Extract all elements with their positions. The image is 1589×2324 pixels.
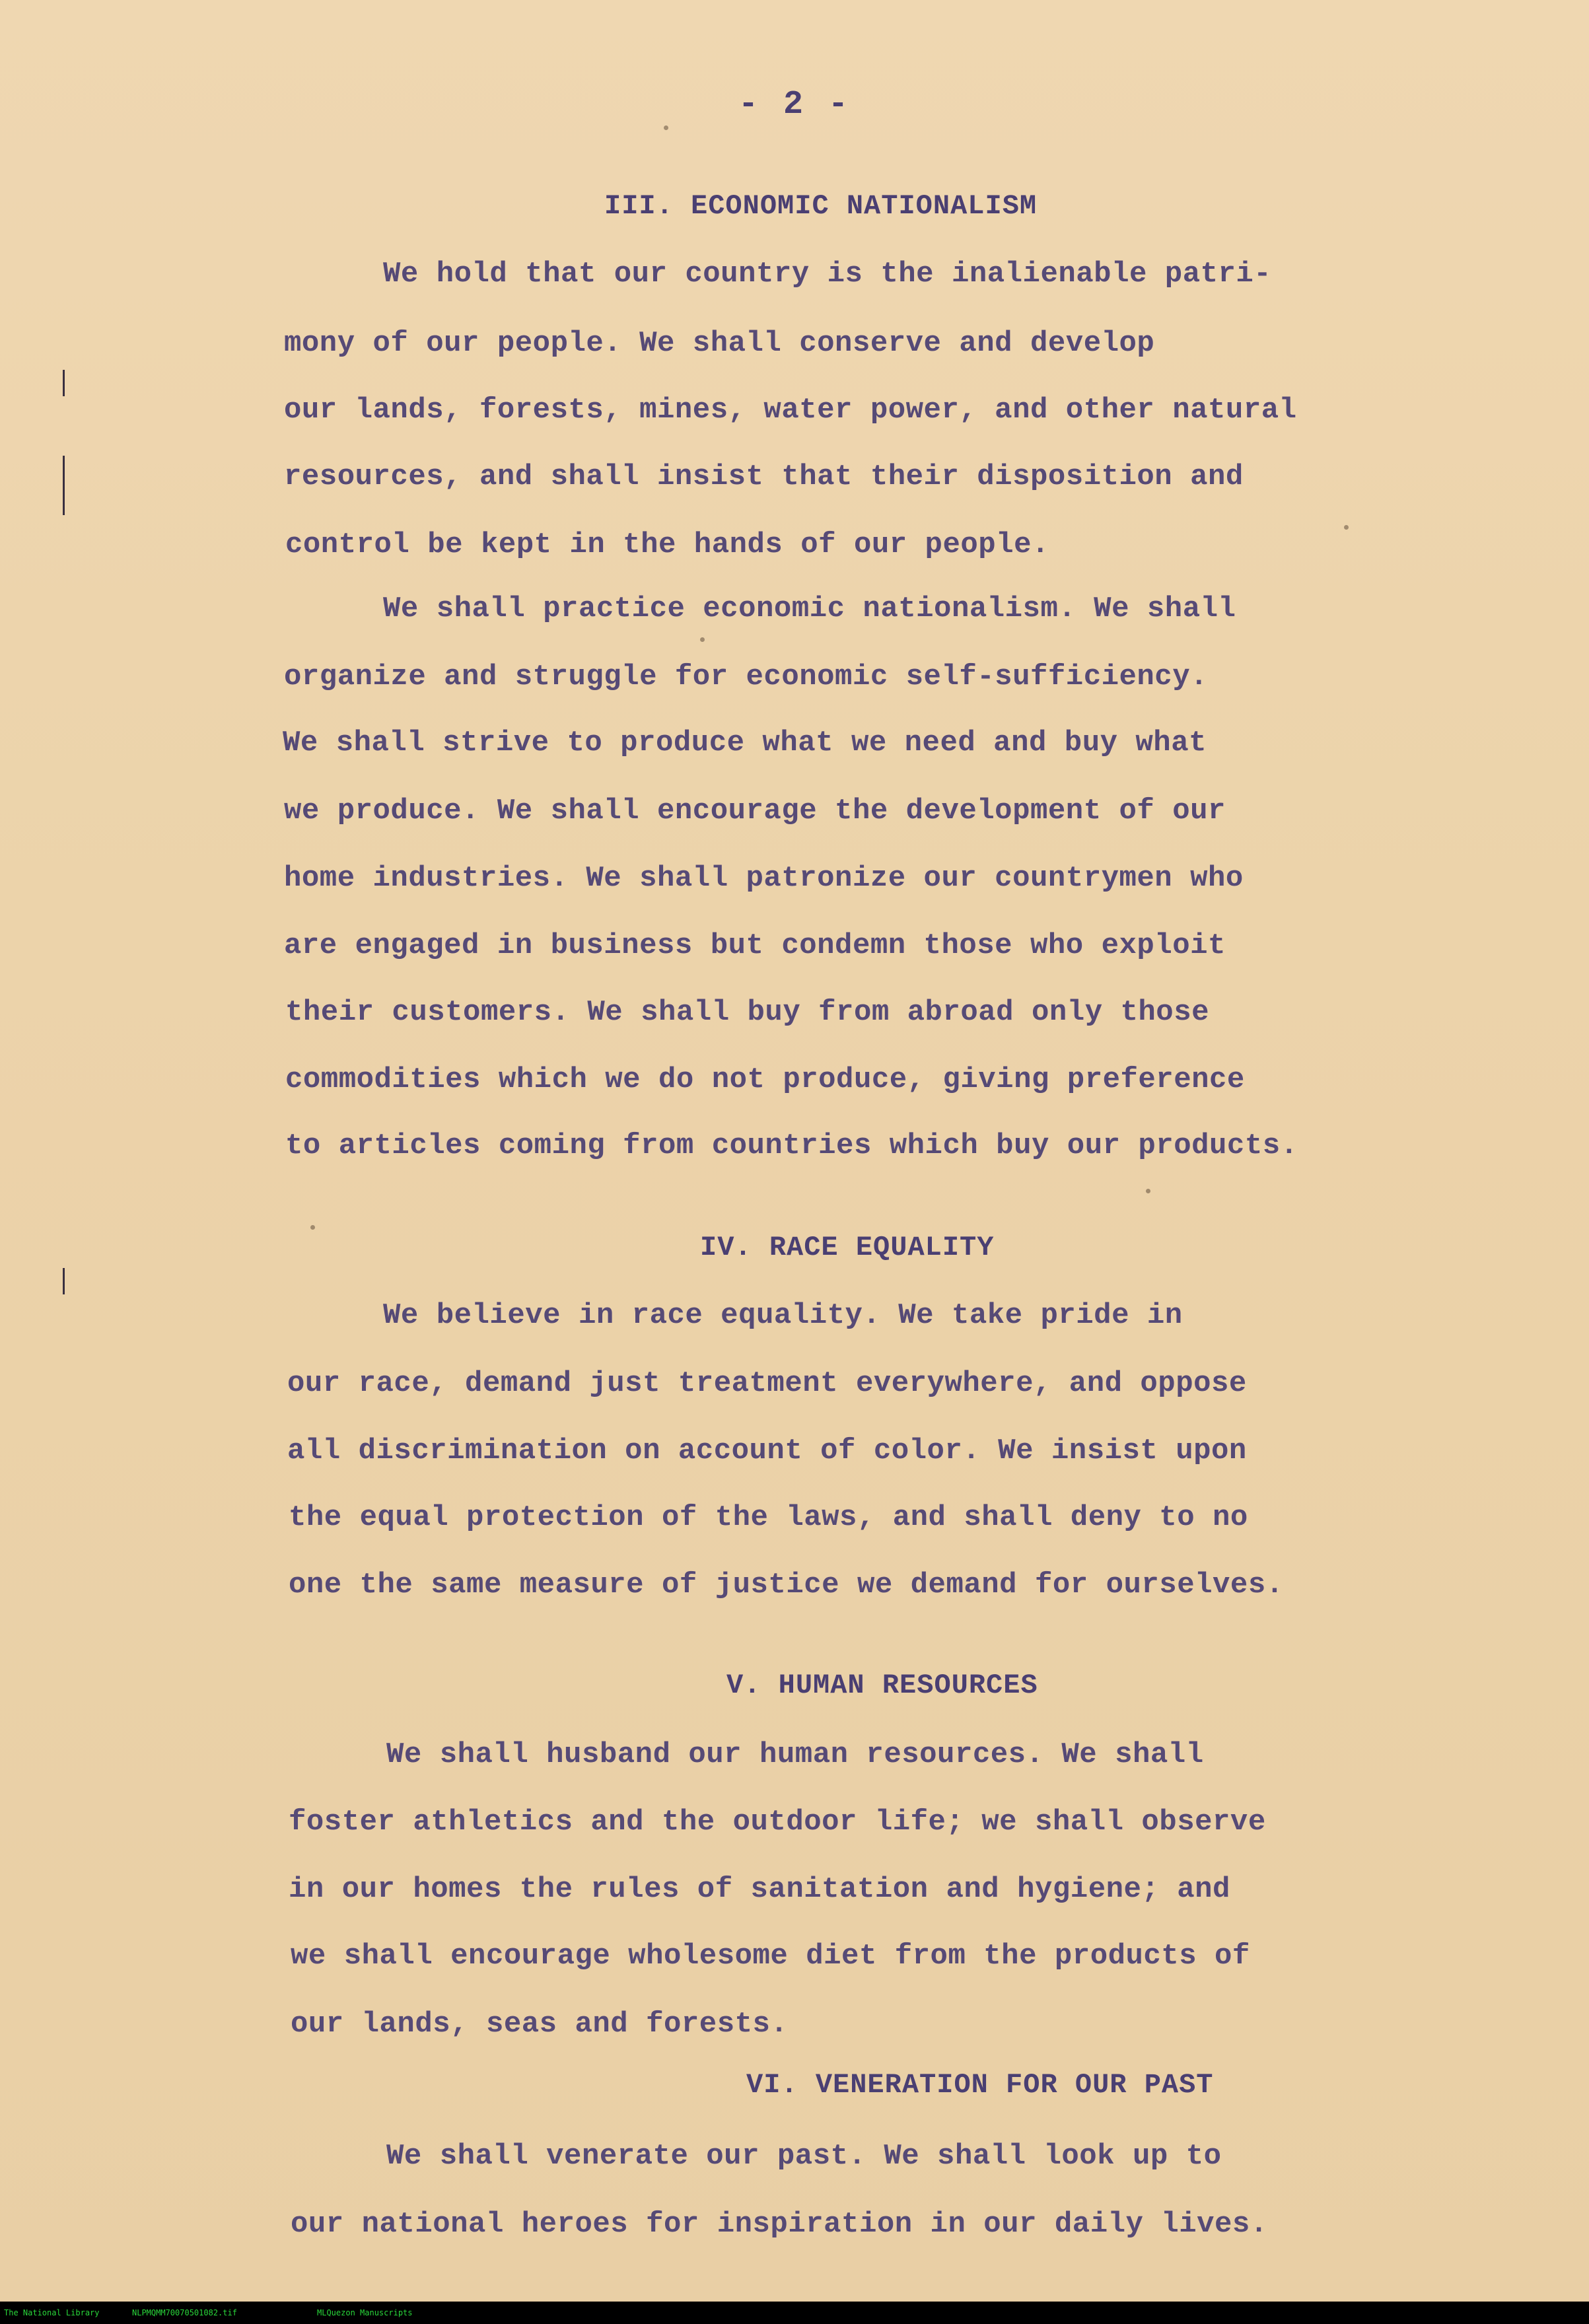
paper-speck xyxy=(310,1225,315,1230)
scan-footer xyxy=(0,2302,1589,2324)
section-heading: III. ECONOMIC NATIONALISM xyxy=(604,190,1038,222)
text-line: all discrimination on account of color. We insist upon xyxy=(287,1434,1247,1467)
footer-file-id: NLPMQMM70070501082.tif xyxy=(132,2308,237,2317)
footer-collection: MLQuezon Manuscripts xyxy=(317,2308,413,2317)
page-number: - 2 - xyxy=(738,86,851,123)
text-line: We shall strive to produce what we need and buy what xyxy=(283,726,1207,759)
margin-mark xyxy=(63,456,65,515)
text-line: our lands, forests, mines, water power, and other natural xyxy=(284,394,1297,427)
text-line: mony of our people. We shall conserve and develop xyxy=(284,327,1155,360)
text-line: one the same measure of justice we demand for ourselves. xyxy=(289,1568,1284,1602)
paper-speck xyxy=(664,125,668,130)
text-line: We hold that our country is the inalienable patri- xyxy=(383,258,1272,291)
text-line: We shall venerate our past. We shall look up to xyxy=(386,2140,1222,2173)
text-line: we shall encourage wholesome diet from the products of xyxy=(291,1940,1250,1973)
paper-speck xyxy=(700,637,705,642)
section-heading: IV. RACE EQUALITY xyxy=(700,1232,995,1263)
text-line: resources, and shall insist that their disposition and xyxy=(284,460,1244,493)
text-line: organize and struggle for economic self-sufficiency. xyxy=(284,660,1209,693)
text-line: We shall practice economic nationalism. We shall xyxy=(383,592,1236,625)
text-line: we produce. We shall encourage the development of our xyxy=(284,794,1226,827)
text-line: our national heroes for inspiration in our daily lives. xyxy=(291,2208,1268,2241)
section-heading: V. HUMAN RESOURCES xyxy=(726,1670,1038,1701)
footer-library: The National Library xyxy=(4,2308,100,2317)
text-line: commodities which we do not produce, giving preference xyxy=(285,1063,1245,1096)
text-line: control be kept in the hands of our people. xyxy=(285,528,1049,561)
text-line: We shall husband our human resources. We shall xyxy=(386,1738,1204,1771)
margin-mark xyxy=(63,370,65,396)
text-line: We believe in race equality. We take pride in xyxy=(383,1299,1183,1332)
text-line: are engaged in business but condemn those who exploit xyxy=(284,929,1226,962)
text-line: our lands, seas and forests. xyxy=(291,2008,789,2041)
text-line: their customers. We shall buy from abroad only those xyxy=(285,996,1210,1029)
paper-speck xyxy=(1344,525,1349,530)
text-line: to articles coming from countries which buy our products. xyxy=(285,1129,1298,1162)
text-line: our race, demand just treatment everywhere, and oppose xyxy=(287,1367,1247,1400)
text-line: the equal protection of the laws, and shall deny to no xyxy=(289,1501,1248,1534)
paper-speck xyxy=(1146,1189,1150,1193)
text-line: foster athletics and the outdoor life; we shall observe xyxy=(289,1806,1266,1839)
margin-mark xyxy=(63,1268,65,1294)
text-line: in our homes the rules of sanitation and hygiene; and xyxy=(289,1873,1230,1906)
section-heading: VI. VENERATION FOR OUR PAST xyxy=(746,2069,1214,2101)
text-line: home industries. We shall patronize our countrymen who xyxy=(284,862,1244,895)
